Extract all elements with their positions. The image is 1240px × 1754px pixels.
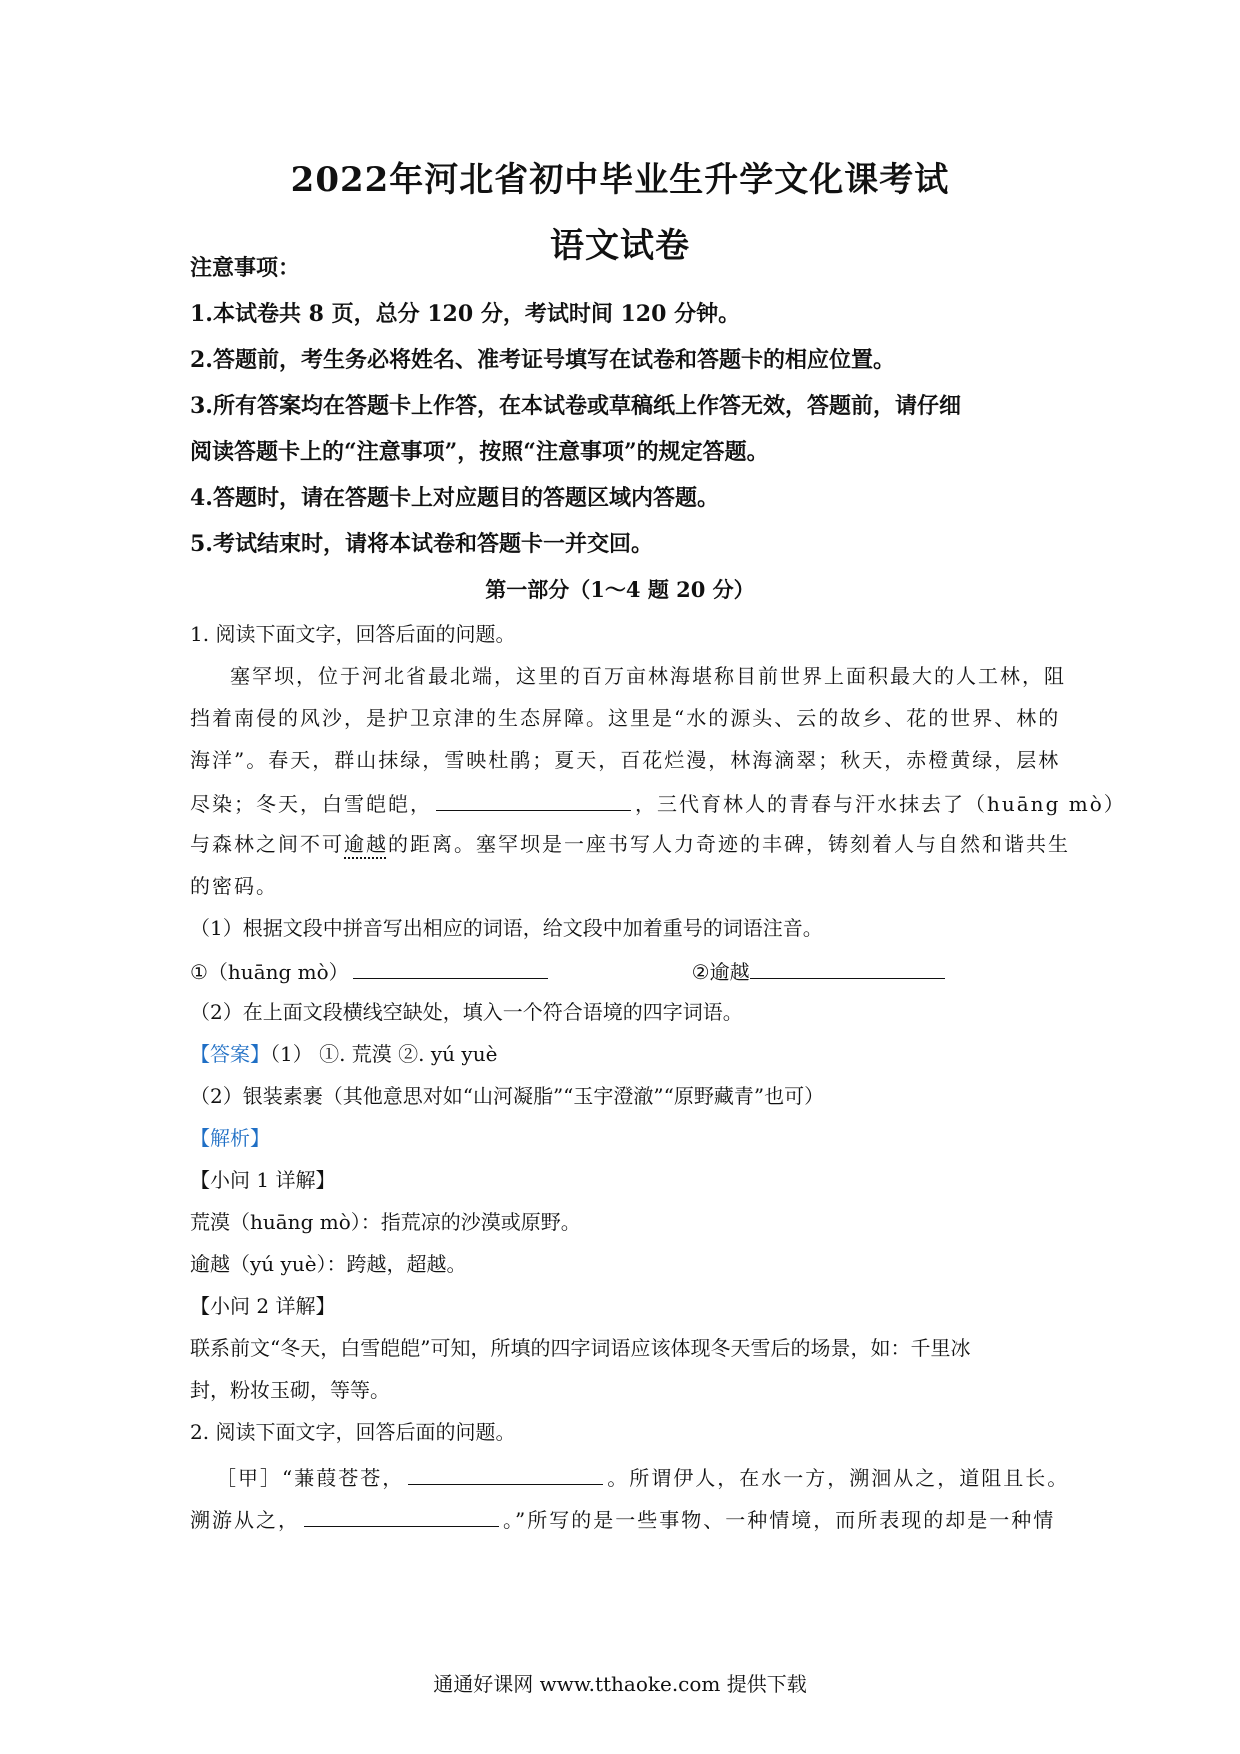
detail-text: 逾越（yú yuè）：跨越，超越。	[190, 1252, 467, 1276]
passage-text: 的距离。塞罕坝是一座书写人力奇迹的丰碑，铸刻着人与自然和谐共生	[388, 832, 1070, 856]
footer-download-note: 通通好课网 www.tthaoke.com 提供下载	[433, 1672, 807, 1696]
notice-heading: 注意事项：	[190, 255, 301, 281]
passage-line: 塞罕坝，位于河北省最北端，这里的百万亩林海堪称目前世界上面积最大的人工林，阻	[230, 664, 1066, 688]
passage-text: ［甲］“蒹葭苍苍，	[216, 1466, 405, 1490]
passage-line	[190, 830, 1070, 858]
subquestion-1: （1）根据文段中拼音写出相应的词语，给文段中加着重号的词语注音。	[190, 916, 823, 940]
passage-line	[216, 1462, 1086, 1492]
fill-blank	[304, 1504, 499, 1527]
passage-line: 海洋”。春天，群山抹绿，雪映杜鹃；夏天，百花烂漫，林海滴翠；秋天，赤橙黄绿，层林	[190, 748, 1061, 772]
detail-tag: 【小问 2 详解】	[190, 1294, 336, 1318]
question-1-prompt: 1. 阅读下面文字，回答后面的问题。	[190, 622, 516, 646]
answer-tag: 【答案】	[190, 1042, 270, 1066]
passage-text: 溯游从之，	[190, 1508, 300, 1532]
answer-line	[190, 1040, 1060, 1068]
question-2-prompt: 2. 阅读下面文字，回答后面的问题。	[190, 1420, 516, 1444]
passage-line: 的密码。	[190, 874, 278, 898]
notice-item: 4.答题时，请在答题卡上对应题目的答题区域内答题。	[190, 485, 719, 511]
passage-text: ，三代育林人的青春与汗水抹去了（huāng mò）	[635, 792, 1126, 816]
passage-line	[190, 1504, 1060, 1534]
detail-text: 封，粉妆玉砌，等等。	[190, 1378, 390, 1402]
fill-blank	[408, 1462, 603, 1485]
subquestion-1-blanks	[190, 956, 1060, 986]
passage-text: 。”所写的是一些事物、一种情境，而所表现的却是一种情	[503, 1508, 1056, 1532]
answer-text: （1） ①. 荒漠 ②. yú yuè	[270, 1042, 498, 1066]
passage-text: 。所谓伊人，在水一方，溯洄从之，道阻且长。	[607, 1466, 1070, 1490]
fill-blank	[436, 788, 631, 811]
passage-line: 挡着南侵的风沙，是护卫京津的生态屏障。这里是“水的源头、云的故乡、花的世界、林的	[190, 706, 1061, 730]
fill-blank	[750, 956, 945, 979]
passage-line	[190, 788, 1126, 818]
exam-title: 2022年河北省初中毕业生升学文化课考试	[290, 160, 950, 200]
subquestion-2: （2）在上面文段横线空缺处，填入一个符合语境的四字词语。	[190, 1000, 743, 1024]
notice-item: 1.本试卷共 8 页，总分 120 分，考试时间 120 分钟。	[190, 301, 741, 327]
detail-text: 荒漠（huāng mò）：指荒凉的沙漠或原野。	[190, 1210, 581, 1234]
answer-line: （2）银装素裹（其他意思对如“山河凝脂”“玉宇澄澈”“原野藏青”也可）	[190, 1084, 825, 1108]
section-heading: 第一部分（1～4 题 20 分）	[485, 577, 755, 602]
emphasized-word: 逾越	[344, 832, 388, 856]
notice-item: 5.考试结束时，请将本试卷和答题卡一并交回。	[190, 531, 653, 557]
exam-subtitle: 语文试卷	[550, 226, 690, 266]
detail-text: 联系前文“冬天，白雪皑皑”可知，所填的四字词语应该体现冬天雪后的场景，如：千里冰	[190, 1336, 971, 1360]
notice-item: 阅读答题卡上的“注意事项”，按照“注意事项”的规定答题。	[190, 439, 769, 465]
passage-text: 与森林之间不可	[190, 832, 344, 856]
notice-item: 3.所有答案均在答题卡上作答，在本试卷或草稿纸上作答无效，答题前，请仔细	[190, 393, 961, 419]
analysis-tag: 【解析】	[190, 1126, 270, 1150]
pinyin-prompt: ①（huāng mò）	[190, 960, 349, 984]
fill-blank	[353, 956, 548, 979]
word-prompt: ②逾越	[691, 960, 750, 984]
detail-tag: 【小问 1 详解】	[190, 1168, 336, 1192]
notice-item: 2.答题前，考生务必将姓名、准考证号填写在试卷和答题卡的相应位置。	[190, 347, 895, 373]
passage-text: 尽染；冬天，白雪皑皑，	[190, 792, 432, 816]
